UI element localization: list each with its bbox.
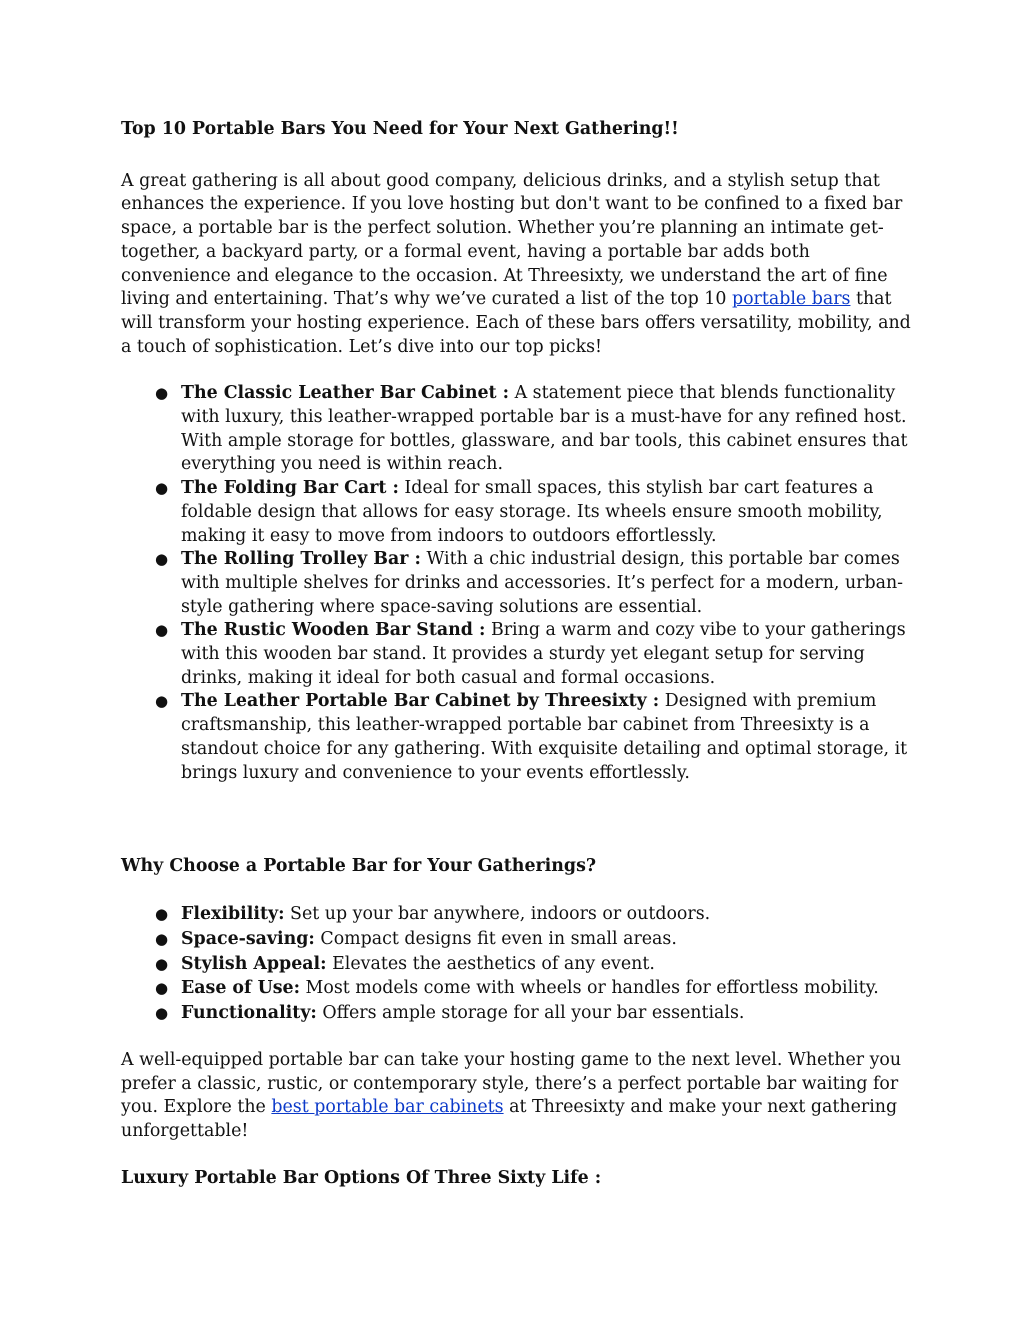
item-name: Stylish Appeal:	[181, 953, 327, 974]
item-name: The Rolling Trolley Bar :	[181, 549, 421, 570]
page-title: Top 10 Portable Bars You Need for Your Next Gathering!!	[121, 119, 679, 139]
bullet-icon: ●	[155, 692, 169, 711]
item-text: Set up your bar anywhere, indoors or outdoors.	[284, 903, 711, 924]
intro-text-1: A great gathering is all about good company, delicious drinks, and a stylish setup that enhances the experience. If you love hosting but don't want to be confined to a fixed bar space, a portable bar is the perfect solution. Whether you’re planning an intimate get-together, a backyard party, or a formal event, having a portable bar adds both convenience and elegance to the occasion. At Threesixty, we understand the art of fine living and entertaining. That’s why we’ve curated a list of the top 10	[121, 170, 903, 310]
list-item	[121, 976, 911, 1001]
item-text: Compact designs fit even in small areas.	[314, 928, 677, 949]
list-item	[121, 477, 911, 548]
item-name: Ease of Use:	[181, 978, 301, 999]
list-item	[121, 952, 911, 977]
item-text: Offers ample storage for all your bar essentials.	[316, 1003, 745, 1024]
item-name: The Classic Leather Bar Cabinet :	[181, 383, 510, 404]
list-item	[121, 382, 911, 477]
closing-text-2: at Threesixty and make your next gathering unforgettable!	[121, 1097, 898, 1142]
item-text: Most models come with wheels or handles for effortless mobility.	[300, 978, 879, 999]
item-name: Flexibility:	[181, 903, 285, 924]
why-list	[121, 902, 911, 1026]
intro-text-2: that will transform your hosting experience. Each of these bars offers versatility, mobility, and a touch of sophistication. Let’s dive into our top picks!	[121, 289, 911, 357]
portable-bars-link[interactable]: portable bars	[731, 289, 851, 310]
item-text: Bring a warm and cozy vibe to your gatherings with this wooden bar stand. It provides a sturdy yet elegant setup for serving drinks, making it ideal for both casual and formal occasions.	[181, 620, 906, 688]
item-name: The Leather Portable Bar Cabinet by Threesixty :	[181, 691, 660, 712]
list-item	[121, 902, 911, 927]
best-portable-bar-cabinets-link[interactable]: best portable bar cabinets	[271, 1097, 504, 1118]
list-item	[121, 927, 911, 952]
list-item	[121, 690, 911, 785]
item-text: With a chic industrial design, this portable bar comes with multiple shelves for drinks and accessories. It’s perfect for a modern, urban-style gathering where space-saving solutions are essential.	[181, 549, 904, 617]
item-name: The Rustic Wooden Bar Stand :	[181, 620, 486, 641]
item-name: The Folding Bar Cart :	[181, 478, 399, 499]
bullet-icon: ●	[155, 550, 169, 569]
item-text: Elevates the aesthetics of any event.	[326, 953, 655, 974]
bullet-icon: ●	[155, 954, 169, 973]
item-text: Ideal for small spaces, this stylish bar cart features a foldable design that allows for easy storage. Its wheels ensure smooth mobility, making it easy to move from indoors to outdoors effortlessly.	[181, 478, 883, 546]
bullet-icon: ●	[155, 904, 169, 923]
item-name: Space-saving:	[181, 928, 315, 949]
bullet-icon: ●	[155, 479, 169, 498]
bar-list	[121, 382, 911, 785]
section-heading-options: Luxury Portable Bar Options Of Three Sixty Life :	[121, 1167, 602, 1188]
closing-text-1: A well-equipped portable bar can take your hosting game to the next level. Whether you prefer a classic, rustic, or contemporary style, there’s a perfect portable bar waiting for you. Explore the	[121, 1049, 902, 1118]
list-item	[121, 1001, 911, 1026]
closing-paragraph	[121, 1049, 911, 1144]
bullet-icon: ●	[155, 1004, 169, 1023]
bullet-icon: ●	[155, 929, 169, 948]
section-heading-why: Why Choose a Portable Bar for Your Gatherings?	[121, 856, 597, 877]
list-item	[121, 619, 911, 690]
bullet-icon: ●	[155, 621, 169, 640]
item-text: Designed with premium craftsmanship, this leather-wrapped portable bar cabinet from Threesixty is a standout choice for any gathering. With exquisite detailing and optimal storage, it brings luxury and convenience to your events effortlessly.	[181, 691, 908, 783]
item-text: A statement piece that blends functionality with luxury, this leather-wrapped portable bar is a must-have for any refined host. With ample storage for bottles, glassware, and bar tools, this cabinet ensures that everything you need is within reach.	[181, 383, 908, 475]
list-item	[121, 548, 911, 619]
item-name: Functionality:	[181, 1003, 317, 1024]
bullet-icon: ●	[155, 979, 169, 998]
document-page	[121, 118, 911, 1190]
bullet-icon: ●	[155, 384, 169, 403]
intro-paragraph	[121, 170, 911, 360]
